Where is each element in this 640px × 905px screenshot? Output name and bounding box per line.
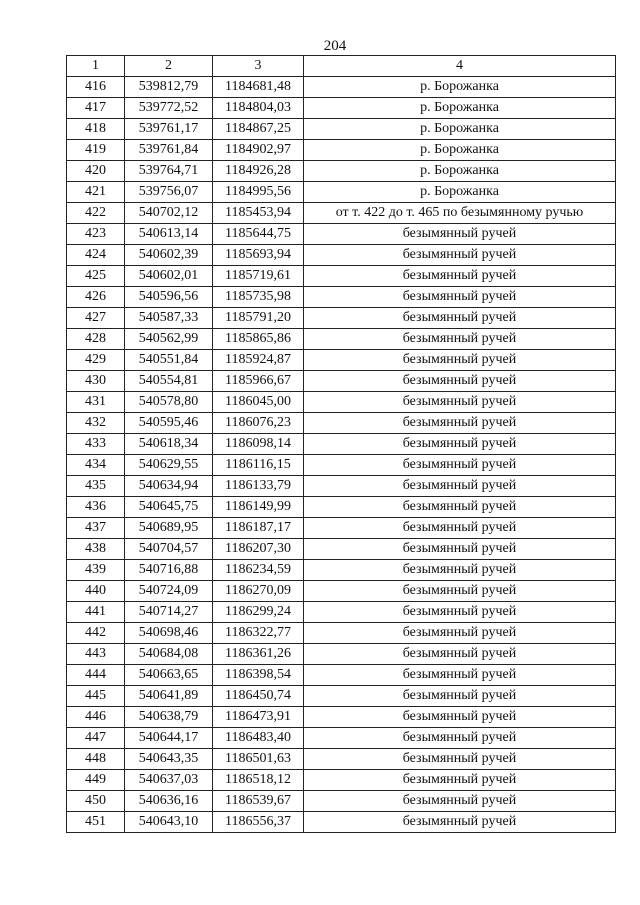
description-cell: безымянный ручей: [304, 350, 616, 371]
description-cell: р. Борожанка: [304, 140, 616, 161]
description-cell: безымянный ручей: [304, 497, 616, 518]
x-coordinate-cell: 540641,89: [125, 686, 213, 707]
y-coordinate-cell: 1186501,63: [213, 749, 304, 770]
y-coordinate-cell: 1185735,98: [213, 287, 304, 308]
header-y-coordinate: 3: [213, 56, 304, 77]
x-coordinate-cell: 540596,56: [125, 287, 213, 308]
point-number-cell: 433: [67, 434, 125, 455]
y-coordinate-cell: 1184867,25: [213, 119, 304, 140]
y-coordinate-cell: 1186361,26: [213, 644, 304, 665]
y-coordinate-cell: 1186076,23: [213, 413, 304, 434]
table-row: [67, 728, 616, 749]
x-coordinate-cell: 540637,03: [125, 770, 213, 791]
table-row: [67, 308, 616, 329]
table-row: [67, 161, 616, 182]
point-number-cell: 426: [67, 287, 125, 308]
point-number-cell: 423: [67, 224, 125, 245]
description-cell: безымянный ручей: [304, 560, 616, 581]
table-body: [67, 77, 616, 833]
y-coordinate-cell: 1186207,30: [213, 539, 304, 560]
description-cell: безымянный ручей: [304, 308, 616, 329]
description-cell: р. Борожанка: [304, 182, 616, 203]
y-coordinate-cell: 1186322,77: [213, 623, 304, 644]
point-number-cell: 443: [67, 644, 125, 665]
point-number-cell: 431: [67, 392, 125, 413]
table-row: [67, 203, 616, 224]
description-cell: безымянный ручей: [304, 644, 616, 665]
point-number-cell: 424: [67, 245, 125, 266]
x-coordinate-cell: 540562,99: [125, 329, 213, 350]
table-row: [67, 182, 616, 203]
description-cell: безымянный ручей: [304, 686, 616, 707]
description-cell: безымянный ручей: [304, 434, 616, 455]
y-coordinate-cell: 1184681,48: [213, 77, 304, 98]
y-coordinate-cell: 1186098,14: [213, 434, 304, 455]
table-row: [67, 413, 616, 434]
table-row: [67, 476, 616, 497]
description-cell: безымянный ручей: [304, 371, 616, 392]
x-coordinate-cell: 540551,84: [125, 350, 213, 371]
x-coordinate-cell: 540602,39: [125, 245, 213, 266]
y-coordinate-cell: 1186187,17: [213, 518, 304, 539]
description-cell: от т. 422 до т. 465 по безымянному ручью: [304, 203, 616, 224]
point-number-cell: 439: [67, 560, 125, 581]
y-coordinate-cell: 1185693,94: [213, 245, 304, 266]
point-number-cell: 442: [67, 623, 125, 644]
table-row: [67, 497, 616, 518]
y-coordinate-cell: 1186270,09: [213, 581, 304, 602]
point-number-cell: 437: [67, 518, 125, 539]
description-cell: безымянный ручей: [304, 455, 616, 476]
description-cell: р. Борожанка: [304, 161, 616, 182]
x-coordinate-cell: 540602,01: [125, 266, 213, 287]
table-row: [67, 518, 616, 539]
x-coordinate-cell: 540698,46: [125, 623, 213, 644]
x-coordinate-cell: 539764,71: [125, 161, 213, 182]
table-row: [67, 581, 616, 602]
table-row: [67, 350, 616, 371]
x-coordinate-cell: 540638,79: [125, 707, 213, 728]
x-coordinate-cell: 540578,80: [125, 392, 213, 413]
table-row: [67, 140, 616, 161]
x-coordinate-cell: 540613,14: [125, 224, 213, 245]
table-row: [67, 749, 616, 770]
point-number-cell: 420: [67, 161, 125, 182]
table-row: [67, 287, 616, 308]
description-cell: р. Борожанка: [304, 77, 616, 98]
point-number-cell: 449: [67, 770, 125, 791]
y-coordinate-cell: 1184902,97: [213, 140, 304, 161]
point-number-cell: 429: [67, 350, 125, 371]
table-header-row: [67, 56, 616, 77]
table-row: [67, 119, 616, 140]
x-coordinate-cell: 540689,95: [125, 518, 213, 539]
table-row: [67, 392, 616, 413]
table-row: [67, 686, 616, 707]
y-coordinate-cell: 1186483,40: [213, 728, 304, 749]
y-coordinate-cell: 1184926,28: [213, 161, 304, 182]
table-row: [67, 98, 616, 119]
y-coordinate-cell: 1186149,99: [213, 497, 304, 518]
point-number-cell: 448: [67, 749, 125, 770]
description-cell: безымянный ручей: [304, 791, 616, 812]
description-cell: безымянный ручей: [304, 707, 616, 728]
point-number-cell: 441: [67, 602, 125, 623]
table-row: [67, 707, 616, 728]
point-number-cell: 432: [67, 413, 125, 434]
description-cell: р. Борожанка: [304, 119, 616, 140]
point-number-cell: 417: [67, 98, 125, 119]
point-number-cell: 427: [67, 308, 125, 329]
y-coordinate-cell: 1186299,24: [213, 602, 304, 623]
header-description: 4: [304, 56, 616, 77]
description-cell: безымянный ручей: [304, 581, 616, 602]
point-number-cell: 416: [67, 77, 125, 98]
page-number: 204: [323, 38, 347, 54]
header-point-number: 1: [67, 56, 125, 77]
x-coordinate-cell: 540618,34: [125, 434, 213, 455]
description-cell: безымянный ручей: [304, 539, 616, 560]
point-number-cell: 435: [67, 476, 125, 497]
table-row: [67, 665, 616, 686]
description-cell: безымянный ручей: [304, 266, 616, 287]
x-coordinate-cell: 540684,08: [125, 644, 213, 665]
y-coordinate-cell: 1184995,56: [213, 182, 304, 203]
description-cell: безымянный ручей: [304, 476, 616, 497]
x-coordinate-cell: 539761,17: [125, 119, 213, 140]
y-coordinate-cell: 1186539,67: [213, 791, 304, 812]
point-number-cell: 425: [67, 266, 125, 287]
description-cell: безымянный ручей: [304, 329, 616, 350]
table-row: [67, 791, 616, 812]
description-cell: безымянный ручей: [304, 245, 616, 266]
x-coordinate-cell: 540663,65: [125, 665, 213, 686]
y-coordinate-cell: 1186116,15: [213, 455, 304, 476]
x-coordinate-cell: 540634,94: [125, 476, 213, 497]
description-cell: безымянный ручей: [304, 224, 616, 245]
description-cell: безымянный ручей: [304, 728, 616, 749]
description-cell: безымянный ручей: [304, 749, 616, 770]
point-number-cell: 436: [67, 497, 125, 518]
coordinates-table: [66, 55, 616, 833]
point-number-cell: 444: [67, 665, 125, 686]
table-row: [67, 266, 616, 287]
point-number-cell: 422: [67, 203, 125, 224]
table-row: [67, 644, 616, 665]
x-coordinate-cell: 540724,09: [125, 581, 213, 602]
x-coordinate-cell: 539772,52: [125, 98, 213, 119]
point-number-cell: 428: [67, 329, 125, 350]
table-row: [67, 539, 616, 560]
x-coordinate-cell: 540645,75: [125, 497, 213, 518]
x-coordinate-cell: 540587,33: [125, 308, 213, 329]
x-coordinate-cell: 540554,81: [125, 371, 213, 392]
table-row: [67, 770, 616, 791]
x-coordinate-cell: 540595,46: [125, 413, 213, 434]
description-cell: безымянный ручей: [304, 623, 616, 644]
y-coordinate-cell: 1185865,86: [213, 329, 304, 350]
table-row: [67, 812, 616, 833]
description-cell: безымянный ручей: [304, 518, 616, 539]
point-number-cell: 434: [67, 455, 125, 476]
point-number-cell: 419: [67, 140, 125, 161]
header-x-coordinate: 2: [125, 56, 213, 77]
y-coordinate-cell: 1186234,59: [213, 560, 304, 581]
x-coordinate-cell: 540636,16: [125, 791, 213, 812]
description-cell: безымянный ручей: [304, 770, 616, 791]
table-row: [67, 245, 616, 266]
point-number-cell: 450: [67, 791, 125, 812]
point-number-cell: 421: [67, 182, 125, 203]
table-row: [67, 602, 616, 623]
x-coordinate-cell: 540629,55: [125, 455, 213, 476]
point-number-cell: 430: [67, 371, 125, 392]
y-coordinate-cell: 1186473,91: [213, 707, 304, 728]
description-cell: безымянный ручей: [304, 812, 616, 833]
description-cell: безымянный ручей: [304, 602, 616, 623]
y-coordinate-cell: 1186450,74: [213, 686, 304, 707]
table-row: [67, 434, 616, 455]
description-cell: безымянный ручей: [304, 287, 616, 308]
x-coordinate-cell: 540716,88: [125, 560, 213, 581]
x-coordinate-cell: 540702,12: [125, 203, 213, 224]
table-row: [67, 623, 616, 644]
table-row: [67, 371, 616, 392]
description-cell: безымянный ручей: [304, 392, 616, 413]
x-coordinate-cell: 540714,27: [125, 602, 213, 623]
y-coordinate-cell: 1186398,54: [213, 665, 304, 686]
table-row: [67, 329, 616, 350]
y-coordinate-cell: 1185644,75: [213, 224, 304, 245]
point-number-cell: 447: [67, 728, 125, 749]
y-coordinate-cell: 1186556,37: [213, 812, 304, 833]
x-coordinate-cell: 540644,17: [125, 728, 213, 749]
y-coordinate-cell: 1186133,79: [213, 476, 304, 497]
point-number-cell: 440: [67, 581, 125, 602]
x-coordinate-cell: 540643,10: [125, 812, 213, 833]
x-coordinate-cell: 540704,57: [125, 539, 213, 560]
x-coordinate-cell: 539756,07: [125, 182, 213, 203]
description-cell: безымянный ручей: [304, 665, 616, 686]
table-row: [67, 455, 616, 476]
point-number-cell: 418: [67, 119, 125, 140]
x-coordinate-cell: 539761,84: [125, 140, 213, 161]
x-coordinate-cell: 540643,35: [125, 749, 213, 770]
y-coordinate-cell: 1185719,61: [213, 266, 304, 287]
y-coordinate-cell: 1185924,87: [213, 350, 304, 371]
point-number-cell: 451: [67, 812, 125, 833]
point-number-cell: 445: [67, 686, 125, 707]
y-coordinate-cell: 1186045,00: [213, 392, 304, 413]
description-cell: р. Борожанка: [304, 98, 616, 119]
table-row: [67, 224, 616, 245]
table-row: [67, 560, 616, 581]
point-number-cell: 438: [67, 539, 125, 560]
table-row: [67, 77, 616, 98]
y-coordinate-cell: 1184804,03: [213, 98, 304, 119]
point-number-cell: 446: [67, 707, 125, 728]
x-coordinate-cell: 539812,79: [125, 77, 213, 98]
y-coordinate-cell: 1186518,12: [213, 770, 304, 791]
y-coordinate-cell: 1185966,67: [213, 371, 304, 392]
description-cell: безымянный ручей: [304, 413, 616, 434]
y-coordinate-cell: 1185453,94: [213, 203, 304, 224]
y-coordinate-cell: 1185791,20: [213, 308, 304, 329]
